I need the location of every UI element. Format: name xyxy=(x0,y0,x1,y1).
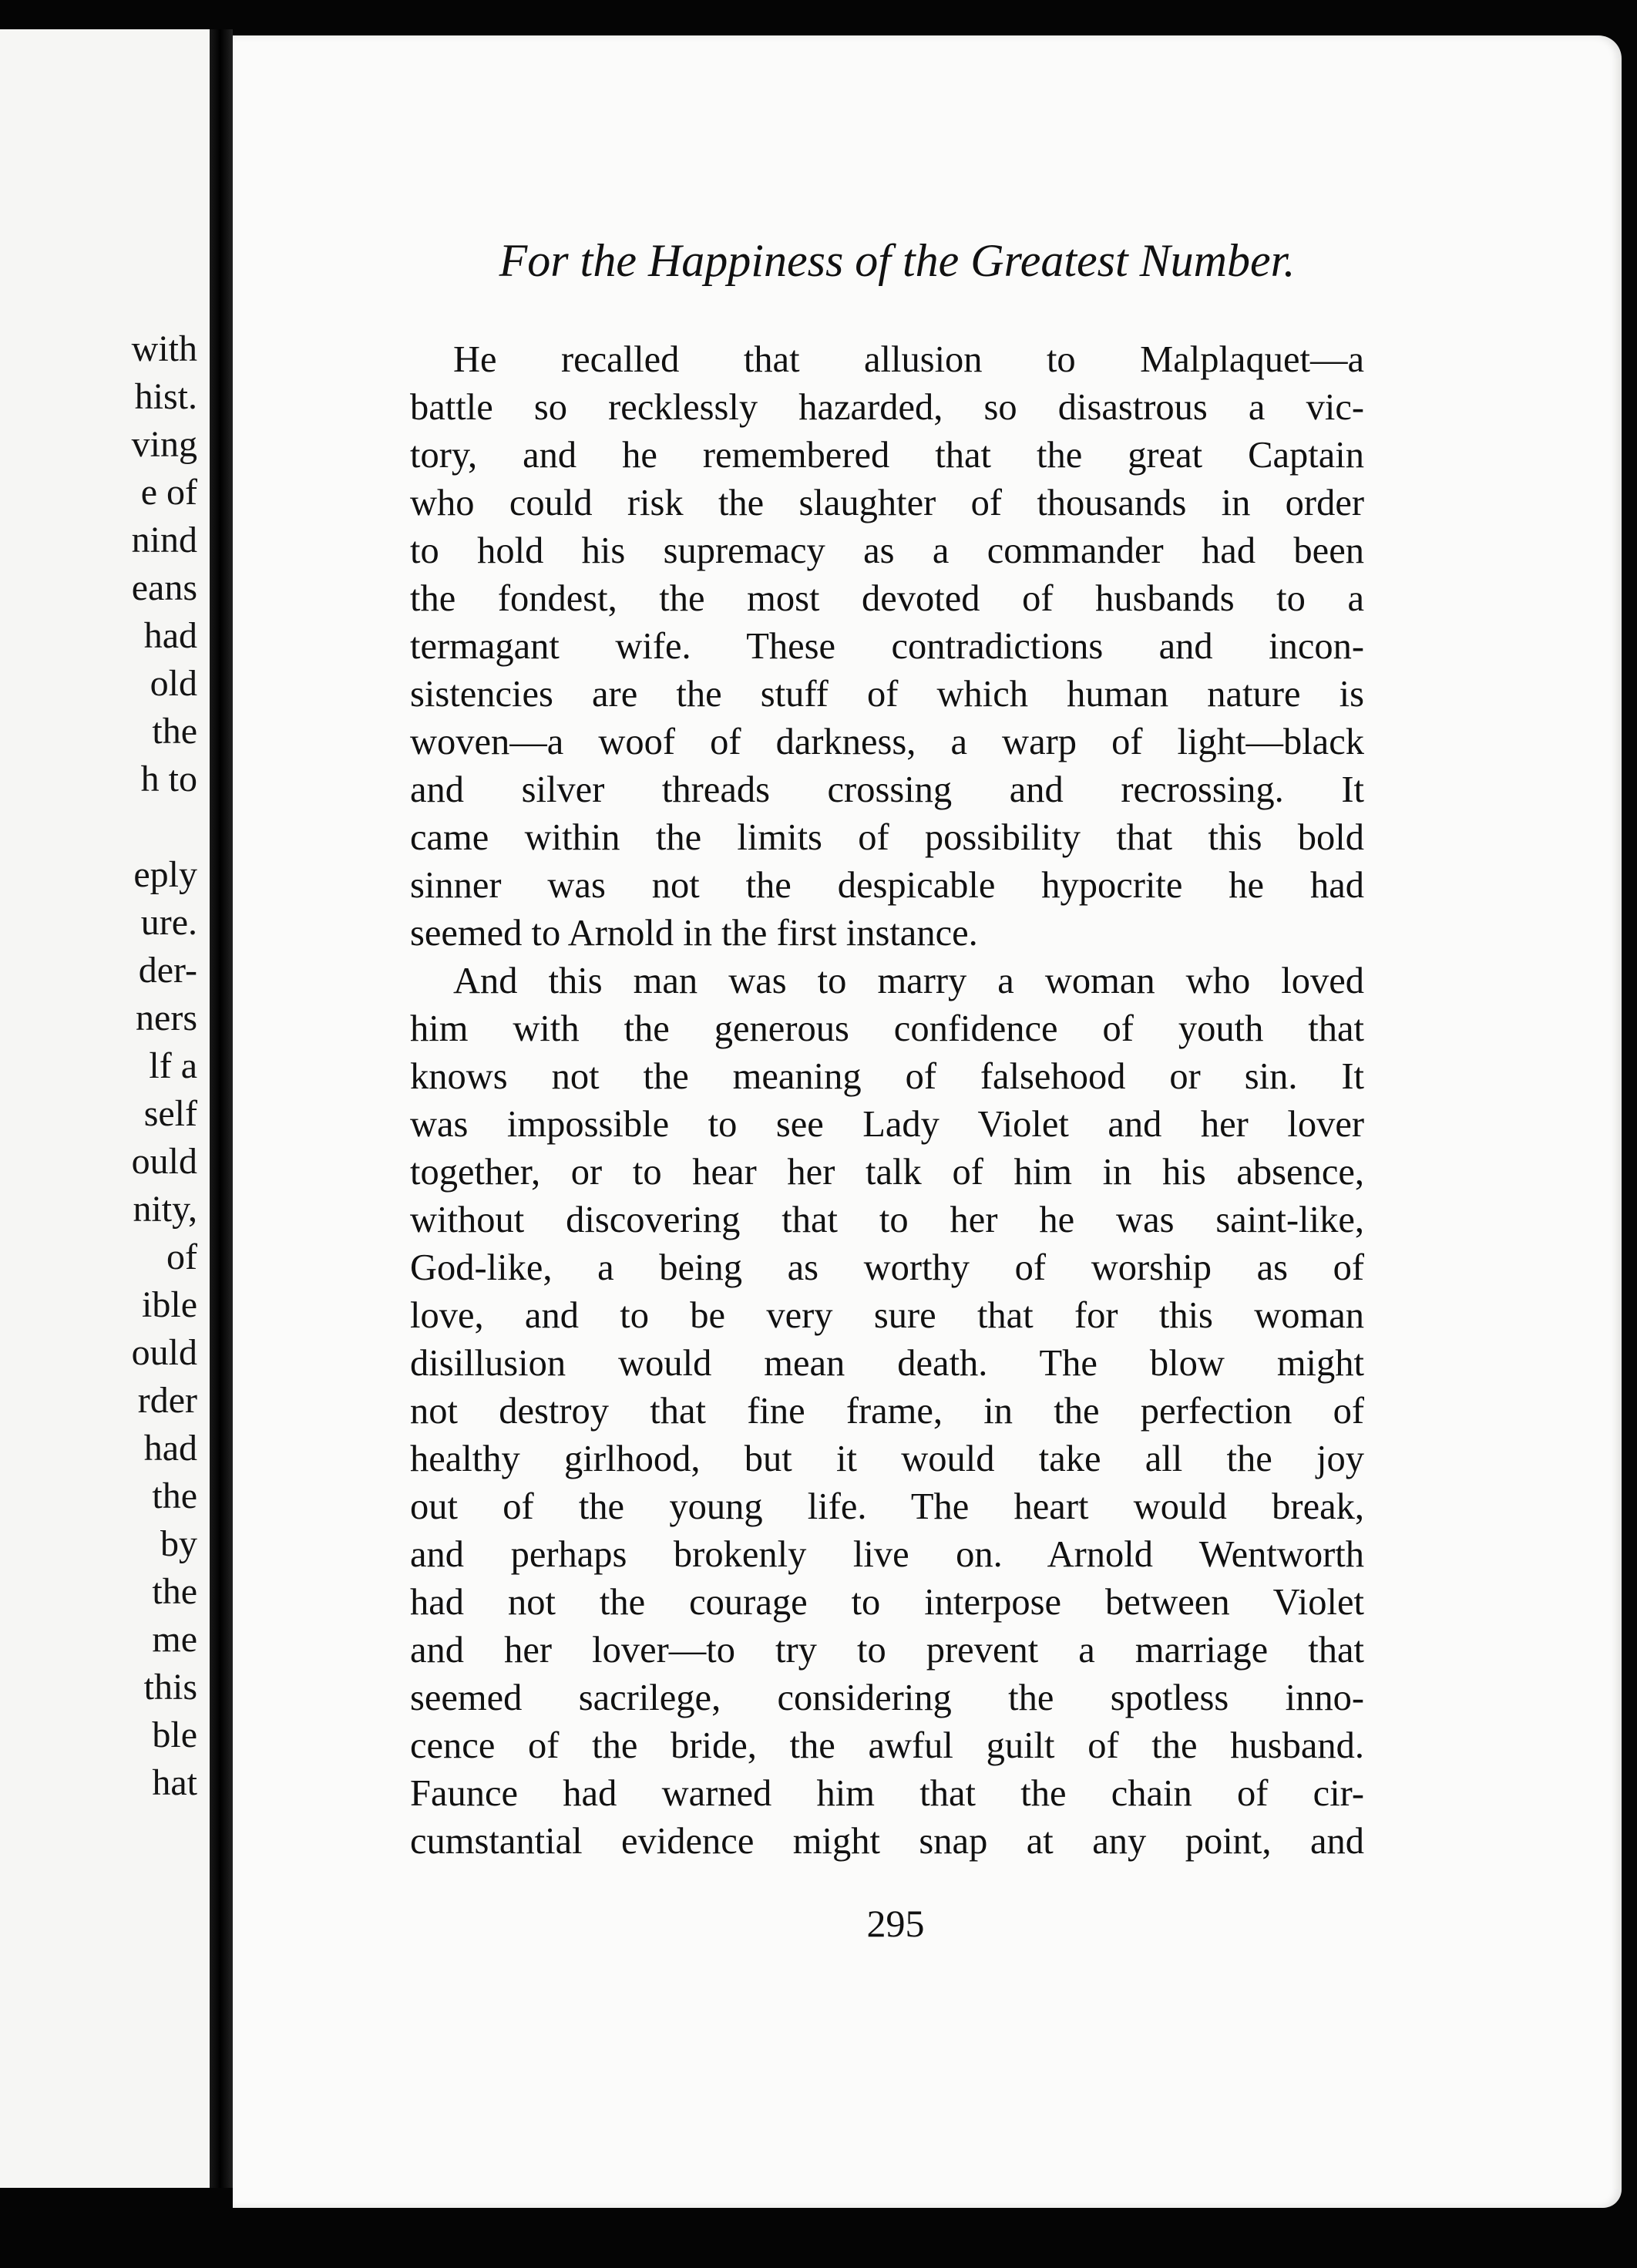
text-line: the fondest, the most devoted of husbands to a xyxy=(410,578,1364,619)
text-line: and silver threads crossing and recrossing. It xyxy=(410,769,1364,810)
text-line: healthy girlhood, but it would take all the joy xyxy=(410,1439,1364,1479)
left-line: me xyxy=(152,1619,197,1660)
book-gutter xyxy=(210,29,233,2188)
page-body-text xyxy=(410,336,1364,1866)
text-line: disillusion would mean death. The blow might xyxy=(410,1343,1364,1384)
text-line: not destroy that fine frame, in the perfection of xyxy=(410,1391,1364,1432)
left-line: ould xyxy=(131,1141,197,1182)
text-line: was impossible to see Lady Violet and her lover xyxy=(410,1104,1364,1145)
text-line: out of the young life. The heart would break, xyxy=(410,1486,1364,1527)
text-line: knows not the meaning of falsehood or sin. It xyxy=(410,1056,1364,1097)
left-line: h to xyxy=(140,759,197,799)
text-line: sinner was not the despicable hypocrite he had xyxy=(410,865,1364,906)
right-page xyxy=(233,35,1622,2208)
left-line: ving xyxy=(131,424,197,465)
text-line: woven—a woof of darkness, a warp of light—black xyxy=(410,722,1364,762)
left-line: had xyxy=(143,1428,197,1469)
left-line: nity, xyxy=(133,1189,197,1230)
left-line: ible xyxy=(142,1284,197,1325)
left-line: of xyxy=(166,1237,197,1277)
text-line: battle so recklessly hazarded, so disastrous a vic- xyxy=(410,387,1364,428)
text-line: And this man was to marry a woman who loved xyxy=(453,961,1364,1001)
left-page-edge xyxy=(0,29,210,2188)
left-line: this xyxy=(143,1667,197,1708)
text-line: to hold his supremacy as a commander had been xyxy=(410,530,1364,571)
running-head: For the Happiness of the Greatest Number. xyxy=(499,235,1296,286)
text-line: him with the generous confidence of youth that xyxy=(410,1008,1364,1049)
left-page-text xyxy=(0,325,197,1807)
left-line: ble xyxy=(152,1714,197,1755)
text-line: love, and to be very sure that for this woman xyxy=(410,1295,1364,1336)
left-line: eply xyxy=(133,854,197,895)
text-line: cumstantial evidence might snap at any point, and xyxy=(410,1821,1364,1862)
text-line: seemed to Arnold in the first instance. xyxy=(410,913,978,954)
text-line: and her lover—to try to prevent a marriage that xyxy=(410,1630,1364,1671)
left-line: ners xyxy=(136,998,197,1038)
left-line xyxy=(0,803,197,851)
left-line: old xyxy=(150,663,197,704)
left-line: had xyxy=(143,615,197,656)
text-line: without discovering that to her he was saint-like, xyxy=(410,1200,1364,1240)
text-line: tory, and he remembered that the great Captain xyxy=(410,435,1364,476)
left-line: der- xyxy=(138,950,197,991)
text-line: He recalled that allusion to Malplaquet—a xyxy=(453,339,1364,380)
text-line: and perhaps brokenly live on. Arnold Wentworth xyxy=(410,1534,1364,1575)
left-line: rder xyxy=(137,1380,197,1421)
left-line: ould xyxy=(131,1332,197,1373)
left-line: eans xyxy=(131,567,197,608)
text-line: who could risk the slaughter of thousands in order xyxy=(410,483,1364,523)
left-line: the xyxy=(152,1476,197,1516)
page-number: 295 xyxy=(866,1902,925,1945)
left-line: ure. xyxy=(140,902,197,943)
text-line: God-like, a being as worthy of worship as of xyxy=(410,1247,1364,1288)
left-line: with xyxy=(131,328,197,369)
text-line: sistencies are the stuff of which human nature is xyxy=(410,674,1364,715)
text-line: came within the limits of possibility that this bold xyxy=(410,817,1364,858)
text-line: Faunce had warned him that the chain of cir- xyxy=(410,1773,1364,1814)
text-line: cence of the bride, the awful guilt of the husband. xyxy=(410,1725,1364,1766)
text-line: together, or to hear her talk of him in his absence, xyxy=(410,1152,1364,1193)
left-line: lf a xyxy=(149,1045,197,1086)
left-line: the xyxy=(152,1571,197,1612)
text-line: seemed sacrilege, considering the spotless inno- xyxy=(410,1677,1364,1718)
left-line: nind xyxy=(131,520,197,560)
left-line: by xyxy=(160,1523,197,1564)
left-line: the xyxy=(152,711,197,752)
left-line: e of xyxy=(140,472,197,513)
text-line: had not the courage to interpose between Violet xyxy=(410,1582,1364,1623)
text-line: termagant wife. These contradictions and incon- xyxy=(410,626,1364,667)
left-line: self xyxy=(143,1093,197,1134)
left-line: hat xyxy=(152,1762,197,1803)
left-line: hist. xyxy=(134,376,197,417)
